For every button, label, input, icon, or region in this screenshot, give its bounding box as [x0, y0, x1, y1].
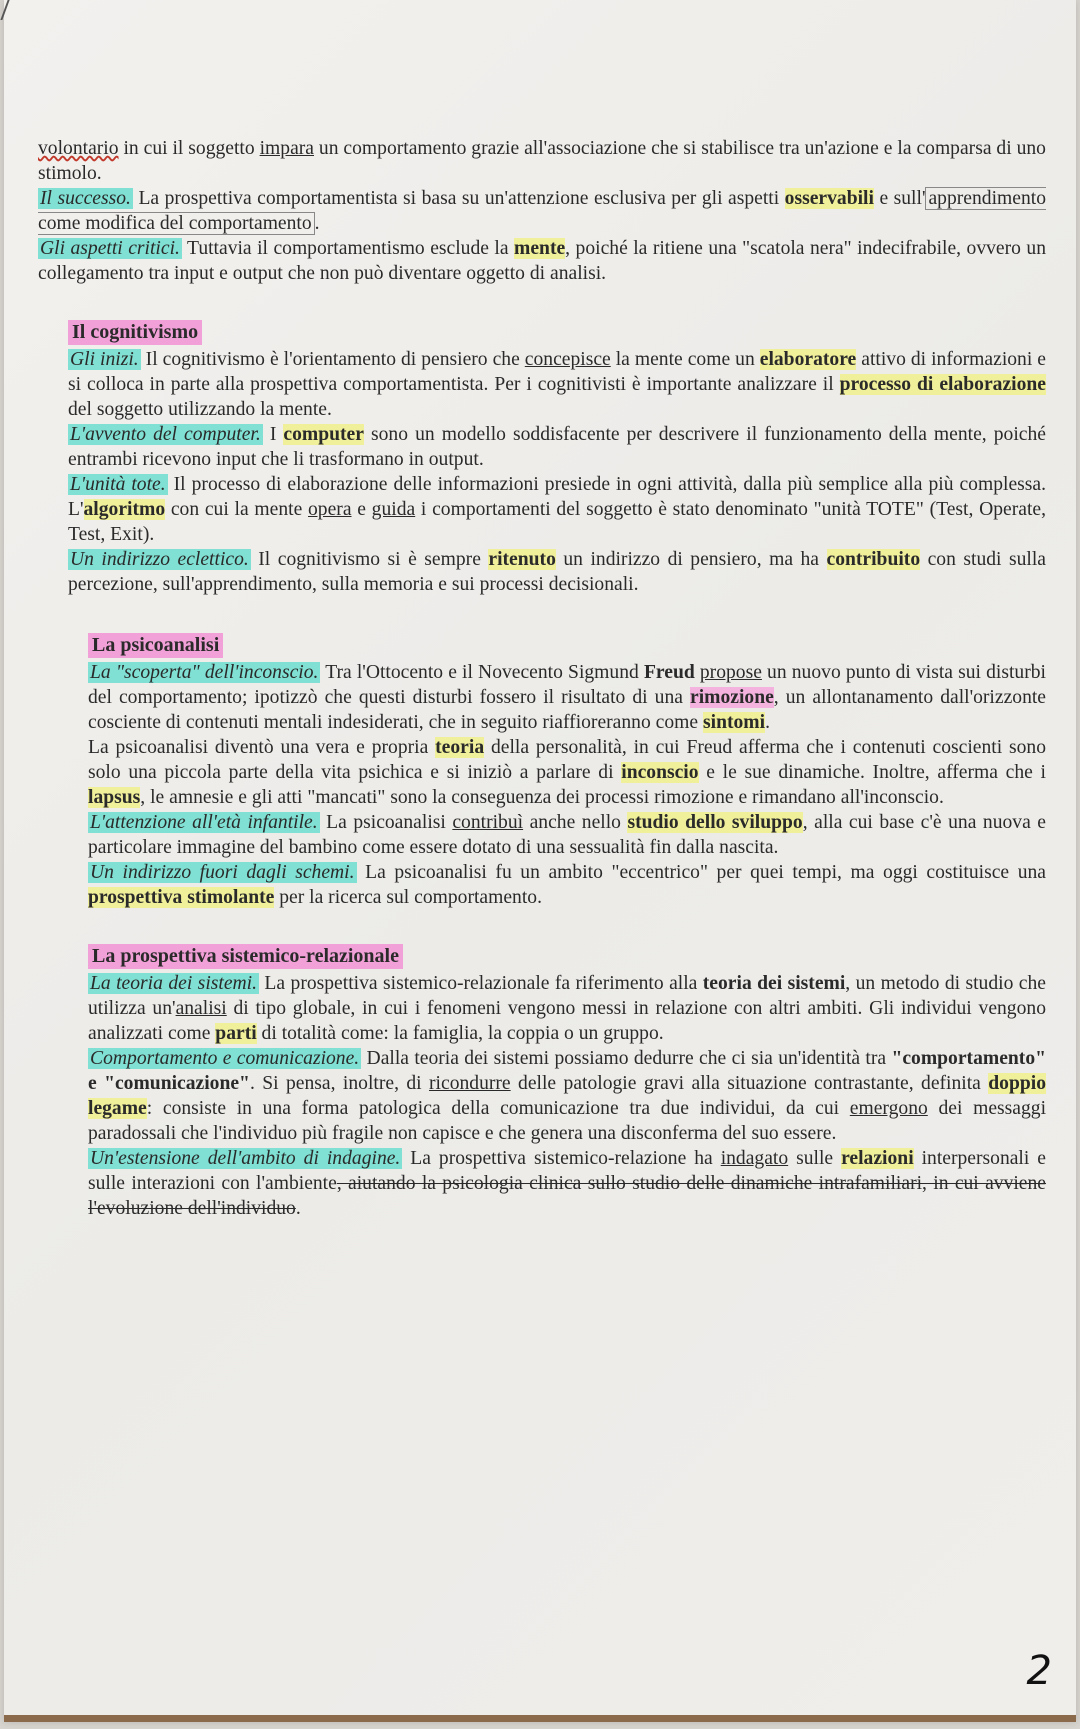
paragraph: La psicoanalisi diventò una vera e propria teoria della personalità, in cui Freud afferma che i contenuti coscienti sono solo una piccola parte della vita psichica e si iniziò a parlare di inconscio e le sue dinamiche. Inoltre, afferma che i lapsus, le amnesie e gli atti "mancati" sono la conseguenza dei processi rimozione e rimandano all'inconscio.: [88, 737, 1047, 808]
paragraph: L'unità tote. Il processo di elaborazione delle informazioni presiede in ogni attività, dalla più semplice alla più complessa. L'algoritmo con cui la mente opera e guida i comportamenti del soggetto è stato denominato "unità TOTE" (Test, Operate, Test, Exit).: [68, 474, 1047, 545]
page-number: 2: [1026, 1648, 1052, 1694]
paragraph-aspetti-critici: Gli aspetti critici. Tuttavia il comportamentismo esclude la mente, poiché la ritiene una "scatola nera" indecifrabile, ovvero un collegamento tra input e output che non può diventare oggetto di analisi.: [38, 238, 1046, 284]
paragraph: La teoria dei sistemi. La prospettiva sistemico-relazionale fa riferimento alla teoria dei sistemi, un metodo di studio che utilizza un'analisi di tipo globale, in cui i fenomeni vengono messi in relazione con altri ambiti. Gli individui vengono analizzati come parti di totalità come: la famiglia, la coppia o un gruppo.: [88, 973, 1046, 1044]
section-sistemico-relazionale: [26, 944, 1046, 1221]
section-title: La prospettiva sistemico-relazionale: [88, 944, 403, 969]
paragraph: Un'estensione dell'ambito di indagine. La prospettiva sistemico-relazione ha indagato sulle relazioni interpersonali e sulle interazioni con l'ambiente, aiutando la psicologia clinica sullo studio delle dinamiche intrafamiliari, in cui avviene l'evoluzione dell'individuo.: [88, 1148, 1046, 1219]
paragraph-successo: Il successo. La prospettiva comportamentista si basa su un'attenzione esclusiva per gli aspetti osservabili e sull' apprendimento come modifica del comportamento .: [38, 188, 1047, 234]
paragraph: Comportamento e comunicazione. Dalla teoria dei sistemi possiamo dedurre che ci sia un'identità tra "comportamento" e "comunicazione". Si pensa, inoltre, di ricondurre delle patologie gravi alla situazione contrastante, definita doppio legame: consiste in una forma patologica della comunicazione tra due individui, da cui emergono dei messaggi paradossali che l'individuo più fragile non capisce e che genera una disconferma del suo essere.: [88, 1048, 1047, 1144]
section-cognitivismo: [26, 320, 1046, 597]
paragraph: Un indirizzo fuori dagli schemi. La psicoanalisi fu un ambito "eccentrico" per quei tempi, ma oggi costituisce una prospettiva stimolante per la ricerca sul comportamento.: [88, 862, 1046, 908]
document-body: [26, 136, 1046, 1221]
paragraph: L'avvento del computer. I computer sono un modello soddisfacente per descrivere il funzionamento della mente, poiché entrambi ricevono input che li trasformano in output.: [68, 424, 1046, 470]
paragraph: Gli inizi. Il cognitivismo è l'orientamento di pensiero che concepisce la mente come un elaboratore attivo di informazioni e si colloca in parte alla prospettiva comportamentista. Per i cognitivisti è importante analizzare il processo di elaborazione del soggetto utilizzando la mente.: [68, 349, 1046, 420]
paragraph: La "scoperta" dell'inconscio. Tra l'Ottocento e il Novecento Sigmund Freud propose un nuovo punto di vista sui disturbi del comportamento; ipotizzò che questi disturbi fossero il risultato di una rimozione, un allontanamento dall'orizzonte cosciente di contenuti mentali indesiderati, che in seguito riaffioreranno come sintomi.: [88, 662, 1047, 733]
paragraph: Un indirizzo eclettico. Il cognitivismo si è sempre ritenuto un indirizzo di pensiero, ma ha contribuito con studi sulla percezione, sull'apprendimento, sulla memoria e sui processi decisionali.: [68, 549, 1046, 595]
paragraph-intro: volontario in cui il soggetto impara un comportamento grazie all'associazione che si stabilisce tra un'azione e la comparsa di uno stimolo.: [38, 138, 1046, 184]
section-title: Il cognitivismo: [68, 320, 202, 345]
section-psicoanalisi: [26, 633, 1046, 910]
paper-sheet: [4, 0, 1076, 1722]
edge-mark: [0, 0, 17, 20]
table-edge: [4, 1715, 1076, 1722]
section-title: La psicoanalisi: [88, 633, 223, 658]
paragraph: L'attenzione all'età infantile. La psicoanalisi contribuì anche nello studio dello sviluppo, alla cui base c'è una nuova e particolare immagine del bambino come essere dotato di una sessualità fin dalla nascita.: [88, 812, 1046, 858]
